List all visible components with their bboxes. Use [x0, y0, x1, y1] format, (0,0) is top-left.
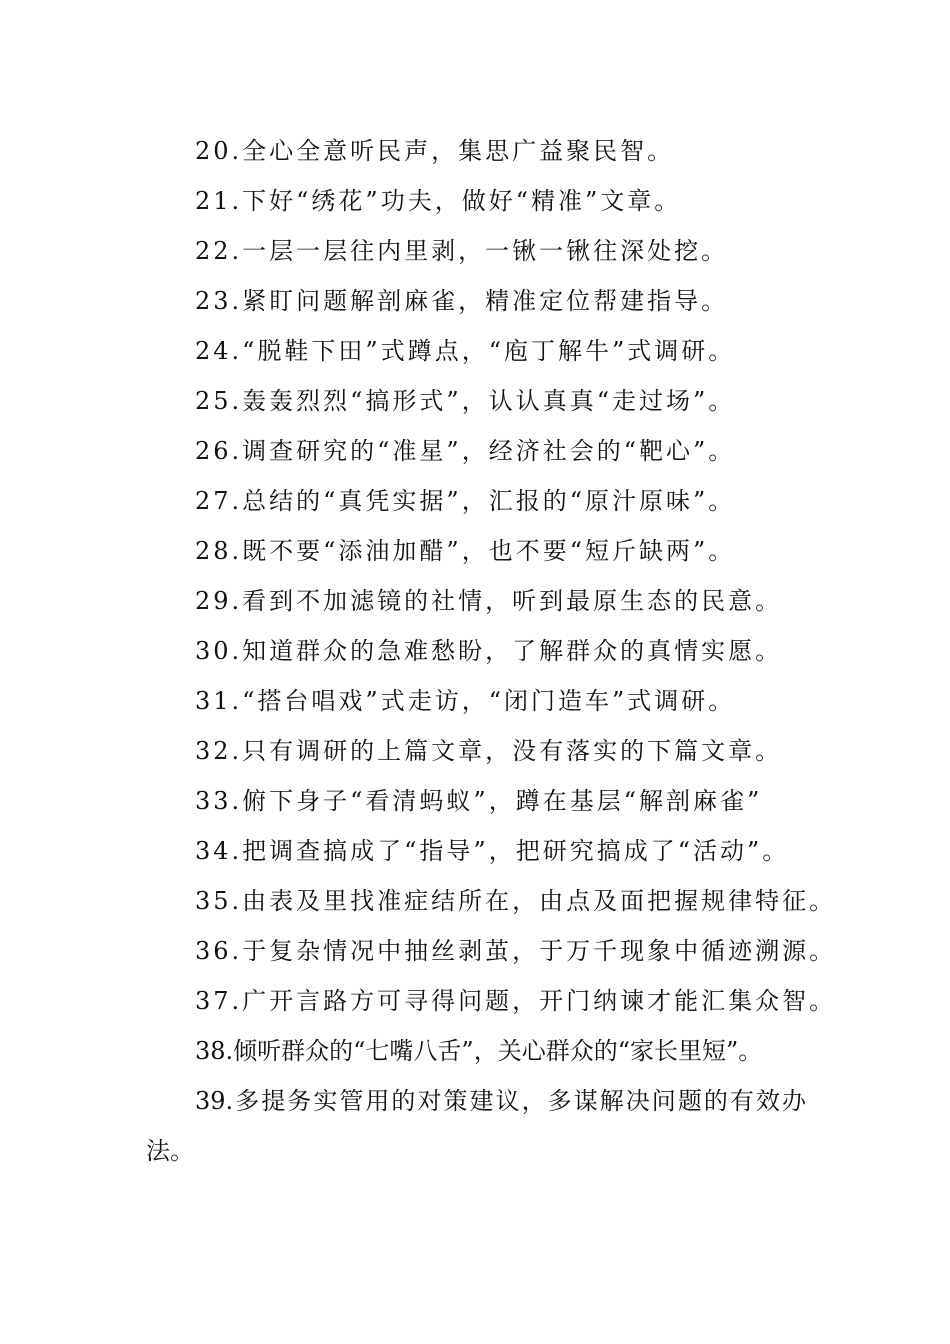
paragraph-30: 30.知道群众的急难愁盼，了解群众的真情实愿。 [195, 637, 783, 665]
paragraph-37: 37.广开言路方可寻得问题，开门纳谏才能汇集众智。 [195, 987, 837, 1015]
paragraph-21: 21.下好“绣花”功夫，做好“精准”文章。 [195, 187, 682, 215]
paragraph-20: 20.全心全意听民声，集思广益聚民智。 [195, 137, 675, 165]
paragraph-27: 27.总结的“真凭实据”，汇报的“原汁原味”。 [195, 487, 736, 515]
paragraph-34: 34.把调查搞成了“指导”，把研究搞成了“活动”。 [195, 837, 790, 865]
paragraph-36: 36.于复杂情况中抽丝剥茧，于万千现象中循迹溯源。 [195, 937, 837, 965]
paragraph-24: 24.“脱鞋下田”式蹲点，“庖丁解牛”式调研。 [195, 337, 736, 365]
paragraph-39: 39.多提务实管用的对策建议，多谋解决问题的有效办法。 [146, 1087, 806, 1165]
paragraph-23: 23.紧盯问题解剖麻雀，精准定位帮建指导。 [195, 287, 729, 315]
paragraph-28: 28.既不要“添油加醋”，也不要“短斤缺两”。 [195, 537, 736, 565]
document-body [146, 126, 837, 1176]
paragraph-33: 33.俯下身子“看清蚂蚁”，蹲在基层“解剖麻雀” [195, 787, 763, 815]
paragraph-26: 26.调查研究的“准星”，经济社会的“靶心”。 [195, 437, 736, 465]
paragraph-22: 22.一层一层往内里剥，一锹一锹往深处挖。 [195, 237, 729, 265]
paragraph-35: 35.由表及里找准症结所在，由点及面把握规律特征。 [195, 887, 837, 915]
paragraph-32: 32.只有调研的上篇文章，没有落实的下篇文章。 [195, 737, 783, 765]
paragraph-38: 38.倾听群众的“七嘴八舌”，关心群众的“家长里短”。 [195, 1037, 763, 1065]
paragraph-31: 31.“搭台唱戏”式走访，“闭门造车”式调研。 [195, 687, 736, 715]
paragraph-25: 25.轰轰烈烈“搞形式”，认认真真“走过场”。 [195, 387, 736, 415]
paragraph-29: 29.看到不加滤镜的社情，听到最原生态的民意。 [195, 587, 783, 615]
